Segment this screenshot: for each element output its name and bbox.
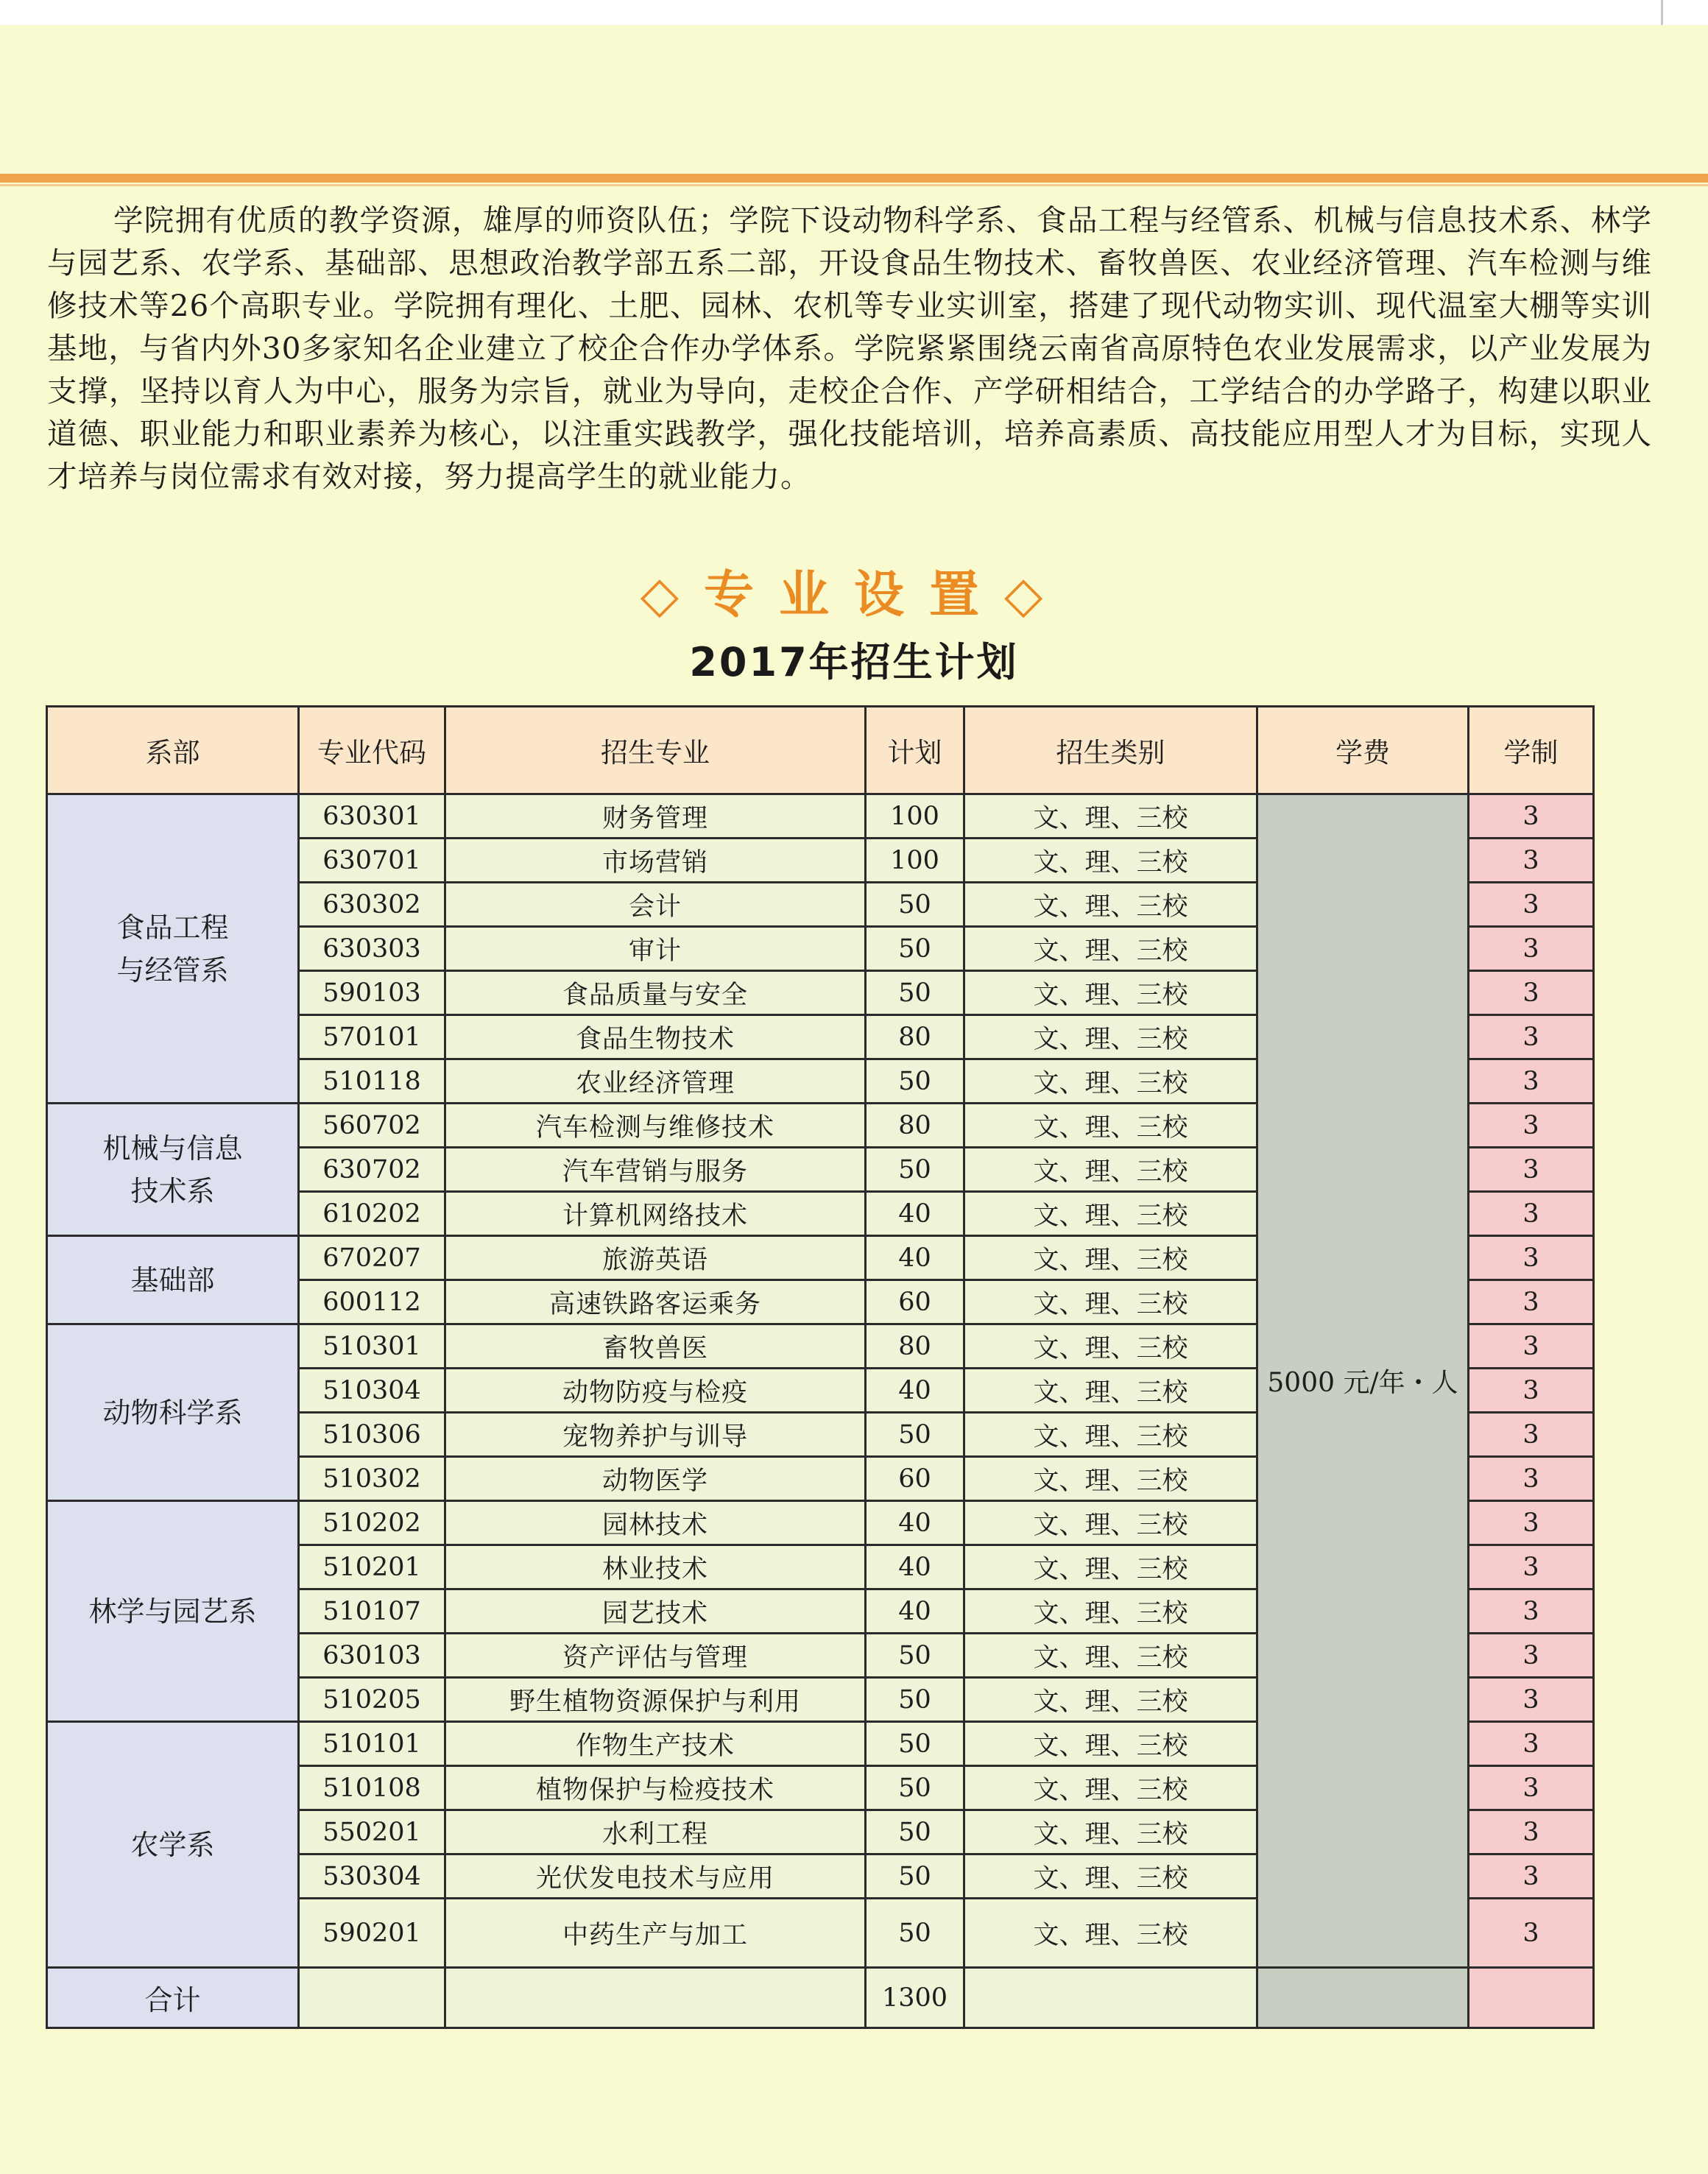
- major-name-cell: 财务管理: [445, 794, 866, 839]
- major-name-cell: 中药生产与加工: [445, 1899, 866, 1968]
- plan-count-cell: 40: [866, 1545, 964, 1589]
- duration-cell: 3: [1469, 883, 1594, 927]
- duration-cell: 3: [1469, 1192, 1594, 1236]
- major-name-cell: 审计: [445, 927, 866, 971]
- department-cell: 农学系: [47, 1722, 299, 1968]
- major-code-cell: 610202: [299, 1192, 445, 1236]
- total-label: 合计: [47, 1968, 299, 2028]
- category-cell: 文、理、三校: [964, 1634, 1257, 1678]
- total-years-empty: [1469, 1968, 1594, 2028]
- header-fee: 学费: [1257, 707, 1469, 794]
- major-code-cell: 590201: [299, 1899, 445, 1968]
- plan-count-cell: 60: [866, 1280, 964, 1324]
- plan-count-cell: 60: [866, 1457, 964, 1501]
- plan-count-cell: 50: [866, 1899, 964, 1968]
- duration-cell: 3: [1469, 1280, 1594, 1324]
- plan-count-cell: 40: [866, 1369, 964, 1413]
- major-code-cell: 600112: [299, 1280, 445, 1324]
- major-name-cell: 高速铁路客运乘务: [445, 1280, 866, 1324]
- duration-cell: 3: [1469, 1369, 1594, 1413]
- major-code-cell: 510108: [299, 1766, 445, 1810]
- category-cell: 文、理、三校: [964, 1678, 1257, 1722]
- major-name-cell: 林业技术: [445, 1545, 866, 1589]
- header-major: 招生专业: [445, 707, 866, 794]
- orange-divider-thin: [0, 184, 1708, 186]
- major-name-cell: 植物保护与检疫技术: [445, 1766, 866, 1810]
- major-code-cell: 510202: [299, 1501, 445, 1545]
- major-name-cell: 食品质量与安全: [445, 971, 866, 1015]
- duration-cell: 3: [1469, 1678, 1594, 1722]
- plan-count-cell: 50: [866, 1678, 964, 1722]
- major-code-cell: 590103: [299, 971, 445, 1015]
- category-cell: 文、理、三校: [964, 1810, 1257, 1854]
- duration-cell: 3: [1469, 1810, 1594, 1854]
- major-code-cell: 510201: [299, 1545, 445, 1589]
- plan-count-cell: 50: [866, 1810, 964, 1854]
- plan-count-cell: 50: [866, 1148, 964, 1192]
- category-cell: 文、理、三校: [964, 839, 1257, 883]
- section-heading: ◇专业设置◇: [640, 566, 1068, 624]
- header-code: 专业代码: [299, 707, 445, 794]
- plan-count-cell: 100: [866, 839, 964, 883]
- major-code-cell: 510107: [299, 1589, 445, 1634]
- plan-count-cell: 50: [866, 1854, 964, 1899]
- major-name-cell: 计算机网络技术: [445, 1192, 866, 1236]
- major-code-cell: 630301: [299, 794, 445, 839]
- duration-cell: 3: [1469, 1413, 1594, 1457]
- table-header-row: [47, 707, 1594, 794]
- plan-count-cell: 50: [866, 1722, 964, 1766]
- major-name-cell: 水利工程: [445, 1810, 866, 1854]
- department-cell: 机械与信息 技术系: [47, 1104, 299, 1236]
- major-name-cell: 汽车营销与服务: [445, 1148, 866, 1192]
- duration-cell: 3: [1469, 1589, 1594, 1634]
- total-fee-empty: [1257, 1968, 1469, 2028]
- total-plan: 1300: [866, 1968, 964, 2028]
- major-code-cell: 570101: [299, 1015, 445, 1059]
- major-code-cell: 510302: [299, 1457, 445, 1501]
- plan-count-cell: 80: [866, 1324, 964, 1369]
- category-cell: 文、理、三校: [964, 927, 1257, 971]
- plan-count-cell: 50: [866, 971, 964, 1015]
- total-major-empty: [445, 1968, 866, 2028]
- major-name-cell: 作物生产技术: [445, 1722, 866, 1766]
- header-category: 招生类别: [964, 707, 1257, 794]
- major-name-cell: 光伏发电技术与应用: [445, 1854, 866, 1899]
- category-cell: 文、理、三校: [964, 971, 1257, 1015]
- plan-count-cell: 40: [866, 1236, 964, 1280]
- category-cell: 文、理、三校: [964, 1236, 1257, 1280]
- major-name-cell: 食品生物技术: [445, 1015, 866, 1059]
- intro-paragraph: 学院拥有优质的教学资源，雄厚的师资队伍；学院下设动物科学系、食品工程与经管系、机械与信息技术系、林学与园艺系、农学系、基础部、思想政治教学部五系二部，开设食品生物技术、畜牧兽医、农业经济管理、汽车检测与维修技术等26个高职专业。学院拥有理化、土肥、园林、农机等专业实训室，搭建了现代动物实训、现代温室大棚等实训基地，与省内外30多家知名企业建立了校企合作办学体系。学院紧紧围绕云南省高原特色农业发展需求，以产业发展为支撑，坚持以育人为中心，服务为宗旨，就业为导向，走校企合作、产学研相结合，工学结合的办学路子，构建以职业道德、职业能力和职业素养为核心，以注重实践教学，强化技能培训，培养高素质、高技能应用型人才为目标，实现人才培养与岗位需求有效对接，努力提高学生的就业能力。: [47, 202, 1652, 494]
- major-code-cell: 560702: [299, 1104, 445, 1148]
- header-plan: 计划: [866, 707, 964, 794]
- category-cell: 文、理、三校: [964, 1589, 1257, 1634]
- tuition-fee-cell: 5000 元/年・人: [1257, 794, 1469, 1968]
- total-code-empty: [299, 1968, 445, 2028]
- department-cell: 基础部: [47, 1236, 299, 1324]
- major-code-cell: 630701: [299, 839, 445, 883]
- category-cell: 文、理、三校: [964, 1457, 1257, 1501]
- duration-cell: 3: [1469, 1015, 1594, 1059]
- category-cell: 文、理、三校: [964, 1192, 1257, 1236]
- major-code-cell: 510118: [299, 1059, 445, 1104]
- major-code-cell: 670207: [299, 1236, 445, 1280]
- duration-cell: 3: [1469, 1854, 1594, 1899]
- plan-count-cell: 40: [866, 1501, 964, 1545]
- category-cell: 文、理、三校: [964, 1854, 1257, 1899]
- plan-count-cell: 50: [866, 883, 964, 927]
- major-code-cell: 510205: [299, 1678, 445, 1722]
- duration-cell: 3: [1469, 1501, 1594, 1545]
- duration-cell: 3: [1469, 1457, 1594, 1501]
- major-code-cell: 530304: [299, 1854, 445, 1899]
- plan-count-cell: 80: [866, 1104, 964, 1148]
- plan-count-cell: 80: [866, 1015, 964, 1059]
- major-name-cell: 农业经济管理: [445, 1059, 866, 1104]
- category-cell: 文、理、三校: [964, 1766, 1257, 1810]
- enrollment-plan-table: [46, 705, 1595, 2029]
- plan-count-cell: 50: [866, 927, 964, 971]
- major-code-cell: 630303: [299, 927, 445, 971]
- category-cell: 文、理、三校: [964, 1369, 1257, 1413]
- major-name-cell: 畜牧兽医: [445, 1324, 866, 1369]
- plan-count-cell: 40: [866, 1589, 964, 1634]
- category-cell: 文、理、三校: [964, 1059, 1257, 1104]
- category-cell: 文、理、三校: [964, 1104, 1257, 1148]
- total-row: [47, 1968, 1594, 2028]
- duration-cell: 3: [1469, 1148, 1594, 1192]
- orange-divider: [0, 174, 1708, 183]
- duration-cell: 3: [1469, 794, 1594, 839]
- table-body: [47, 794, 1594, 1968]
- duration-cell: 3: [1469, 1324, 1594, 1369]
- duration-cell: 3: [1469, 839, 1594, 883]
- table-row: [47, 794, 1594, 839]
- major-code-cell: 510306: [299, 1413, 445, 1457]
- major-code-cell: 630103: [299, 1634, 445, 1678]
- header-dept: 系部: [47, 707, 299, 794]
- duration-cell: 3: [1469, 1634, 1594, 1678]
- plan-count-cell: 50: [866, 1059, 964, 1104]
- department-cell: 林学与园艺系: [47, 1501, 299, 1722]
- header-years: 学制: [1469, 707, 1594, 794]
- top-white-strip: [0, 0, 1708, 25]
- major-name-cell: 动物医学: [445, 1457, 866, 1501]
- page-edge-line: [1661, 0, 1663, 25]
- category-cell: 文、理、三校: [964, 1280, 1257, 1324]
- duration-cell: 3: [1469, 1899, 1594, 1968]
- department-cell: 食品工程 与经管系: [47, 794, 299, 1104]
- major-code-cell: 630302: [299, 883, 445, 927]
- major-name-cell: 会计: [445, 883, 866, 927]
- category-cell: 文、理、三校: [964, 1545, 1257, 1589]
- plan-count-cell: 40: [866, 1192, 964, 1236]
- duration-cell: 3: [1469, 1766, 1594, 1810]
- major-code-cell: 510101: [299, 1722, 445, 1766]
- duration-cell: 3: [1469, 1236, 1594, 1280]
- category-cell: 文、理、三校: [964, 1899, 1257, 1968]
- table-title: 2017年招生计划: [689, 639, 1019, 685]
- major-code-cell: 630702: [299, 1148, 445, 1192]
- category-cell: 文、理、三校: [964, 1324, 1257, 1369]
- major-name-cell: 宠物养护与训导: [445, 1413, 866, 1457]
- major-name-cell: 野生植物资源保护与利用: [445, 1678, 866, 1722]
- duration-cell: 3: [1469, 1104, 1594, 1148]
- category-cell: 文、理、三校: [964, 1015, 1257, 1059]
- plan-count-cell: 100: [866, 794, 964, 839]
- category-cell: 文、理、三校: [964, 1501, 1257, 1545]
- total-category-empty: [964, 1968, 1257, 2028]
- major-code-cell: 510301: [299, 1324, 445, 1369]
- duration-cell: 3: [1469, 1059, 1594, 1104]
- major-name-cell: 市场营销: [445, 839, 866, 883]
- plan-count-cell: 50: [866, 1766, 964, 1810]
- plan-count-cell: 50: [866, 1634, 964, 1678]
- major-name-cell: 园林技术: [445, 1501, 866, 1545]
- plan-count-cell: 50: [866, 1413, 964, 1457]
- major-code-cell: 510304: [299, 1369, 445, 1413]
- duration-cell: 3: [1469, 971, 1594, 1015]
- major-name-cell: 旅游英语: [445, 1236, 866, 1280]
- category-cell: 文、理、三校: [964, 1148, 1257, 1192]
- category-cell: 文、理、三校: [964, 1413, 1257, 1457]
- category-cell: 文、理、三校: [964, 1722, 1257, 1766]
- major-name-cell: 汽车检测与维修技术: [445, 1104, 866, 1148]
- duration-cell: 3: [1469, 1545, 1594, 1589]
- category-cell: 文、理、三校: [964, 883, 1257, 927]
- category-cell: 文、理、三校: [964, 794, 1257, 839]
- duration-cell: 3: [1469, 1722, 1594, 1766]
- duration-cell: 3: [1469, 927, 1594, 971]
- major-name-cell: 动物防疫与检疫: [445, 1369, 866, 1413]
- major-name-cell: 资产评估与管理: [445, 1634, 866, 1678]
- major-name-cell: 园艺技术: [445, 1589, 866, 1634]
- major-code-cell: 550201: [299, 1810, 445, 1854]
- department-cell: 动物科学系: [47, 1324, 299, 1501]
